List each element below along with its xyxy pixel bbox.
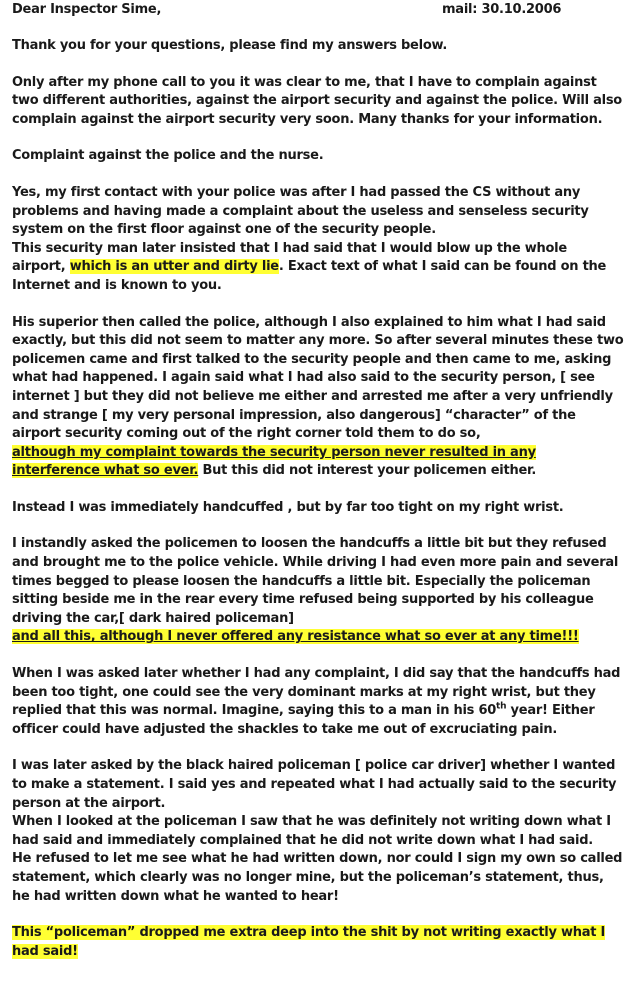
highlight-lie: which is an utter and dirty lie: [69, 259, 279, 275]
highlight-resistance: and all this, although I never offered any resistance what so ever at any time!!!: [12, 629, 579, 645]
security-man-text: This security man later insisted that I had said that I would blow up the whole airport,: [12, 240, 567, 275]
paragraph-first-contact: Yes, my first contact with your police was after I had passed the CS without any problems and having made a complaint about the useless and senseless security system on the first floor against one of the security people.: [12, 184, 589, 238]
paragraph-complaint-asked: [12, 665, 624, 739]
superior-text-end: But this did not interest your policemen either.: [198, 463, 537, 479]
highlight-complaint: although my complaint towards the security person never resulted in any interference what so ever.: [12, 444, 536, 479]
paragraph-statement: I was later asked by the black haired policeman [ police car driver] whether I wanted to make a statement. I said yes and repeated what I had actually said to the security person at the airport.: [12, 758, 617, 811]
highlight-dropped: This “policeman” dropped me extra deep into the shit by not writing exactly what I had said!: [12, 925, 606, 959]
ordinal-suffix: th: [496, 701, 507, 712]
intro-paragraph: Thank you for your questions, please find my answers below.: [12, 38, 448, 53]
letter-header: [12, 1, 624, 21]
section-heading: Complaint against the police and the nurse.: [12, 148, 324, 164]
paragraph-handcuffed: Instead I was immediately handcuffed , but by far too tight on my right wrist.: [12, 499, 564, 515]
security-man-text-end: . Exact text of what I said can be found on the Internet and is known to you.: [12, 259, 607, 293]
paragraph-not-writing: When I looked at the policeman I saw that he was definitely not writing down what I had said and immediately complained that he did not write down what I had said.: [12, 814, 611, 848]
complaint-asked-text-end: year! Either officer could have adjusted the shackles to take me out of excruciating pain.: [12, 703, 595, 737]
paragraph-authorities: Only after my phone call to you it was clear to me, that I have to complain against two different authorities, against the airport security and against the police. Will also complain against the airport security very soon. Many thanks for your information.: [12, 74, 622, 127]
paragraph-refused: He refused to let me see what he had written down, nor could I sign my own so called statement, which clearly was no longer mine, but the policeman’s statement, thus, he had written down what he wanted to hear!: [12, 851, 623, 904]
complaint-asked-text: When I was asked later whether I had any complaint, I did say that the handcuffs had been too tight, one could see the very dominant marks at my right wrist, but they replied that this was normal. Imagine, saying this to a man in his 60: [12, 666, 621, 719]
superior-text: His superior then called the police, although I also explained to him what I had said exactly, but this did not seem to matter any more. So after several minutes these two policemen came and first talked to the security people and then came to me, asking what had happened. I again said what I had also said to the security person, [ see internet ] but they did not believe me either and arrested me after a very unfriendly and strange [ my very personal impression, also dangerous] “character” of the airport security coming out of the right corner told them to do so,: [12, 314, 624, 442]
letter-page: [12, 0, 624, 961]
paragraph-loosen: [12, 535, 624, 647]
paragraph-dropped: [12, 924, 624, 961]
salutation: Dear Inspector Sime,: [12, 2, 162, 17]
mail-date: mail: 30.10.2006: [442, 2, 562, 17]
paragraph-superior: [12, 314, 624, 481]
paragraph-security-man: [12, 240, 624, 296]
loosen-text: I instandly asked the policemen to loosen the handcuffs a little bit but they refused and brought me to the police vehicle. While driving I had even more pain and several times begged to please loosen the handcuffs a little bit. Especially the policeman sitting beside me in the rear every time refused being supported by his colleague driving the car,[ dark haired policeman]: [12, 536, 619, 626]
